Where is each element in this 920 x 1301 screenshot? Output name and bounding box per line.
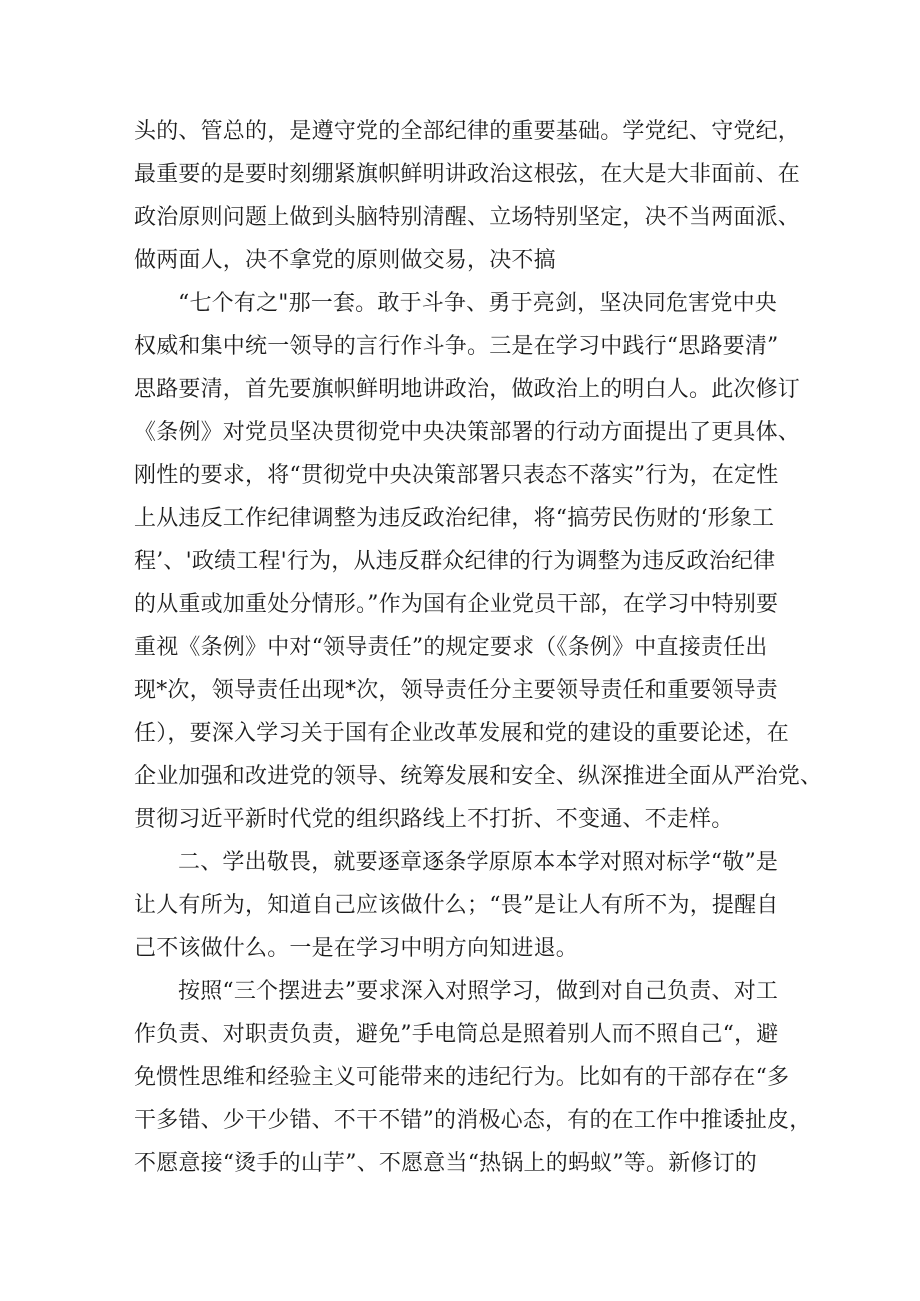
text-line-25: 不愿意接“烫手的山芋”、不愿意当“热锅上的蚂蚁”等。新修订的 [134, 1151, 757, 1176]
text-line-16: 企业加强和改进党的领导、统筹发展和安全、纵深推进全面从严治党、 [134, 764, 823, 789]
text-line-10: 上从违反工作纪律调整为违反政治纪律，将“搞劳民伤财的‘形象工 [134, 506, 775, 531]
text-line-21: 按照“三个摆进去”要求深入对照学习，做到对自己负责、对工 [178, 979, 779, 1004]
text-line-3: 政治原则问题上做到头脑特别清醒、立场特别坚定，决不当两面派、 [134, 205, 801, 230]
text-line-13: 重视《条例》中对“领导责任”的规定要求（《条例》中直接责任出 [134, 635, 768, 660]
text-line-6: 权威和集中统一领导的言行作斗争。三是在学习中践行“思路要清” [134, 334, 779, 359]
text-line-19: 让人有所为，知道自己应该做什么；“畏”是让人有所不为，提醒自 [134, 893, 779, 918]
text-line-2: 最重要的是要时刻绷紧旗帜鲜明讲政治这根弦，在大是大非面前、在 [134, 162, 801, 187]
text-line-14: 现*次，领导责任出现*次，领导责任分主要领导责任和重要领导责 [134, 678, 779, 703]
text-line-8: 《条例》对党员坚决贯彻党中央决策部署的行动方面提出了更具体、 [134, 420, 801, 445]
text-line-11: 程’、'政绩工程'行为，从违反群众纪律的行为调整为违反政治纪律 [134, 549, 776, 574]
text-line-5: “七个有之"那一套。敢于斗争、勇于亮剑，坚决同危害党中央 [178, 291, 777, 316]
text-line-24: 干多错、少干少错、不干不错”的消极心态，有的在工作中推诿扯皮， [134, 1108, 812, 1133]
text-line-18: 二、学出敬畏，就要逐章逐条学原原本本学对照对标学“敬”是 [178, 850, 779, 875]
text-line-1: 头的、管总的，是遵守党的全部纪律的重要基础。学党纪、守党纪， [134, 119, 801, 144]
text-line-12: 的从重或加重处分情形。”作为国有企业党员干部，在学习中特别要 [134, 592, 779, 617]
text-line-23: 免惯性思维和经验主义可能带来的违纪行为。比如有的干部存在“多 [134, 1065, 790, 1090]
text-line-9: 刚性的要求，将“贯彻党中央决策部署只表态不落实”行为，在定性 [134, 463, 779, 488]
text-line-15: 任），要深入学习关于国有企业改革发展和党的建设的重要论述，在 [134, 721, 790, 746]
text-line-22: 作负责、对职责负责，避免”手电筒总是照着别人而不照自己“，避 [134, 1022, 779, 1047]
text-line-17: 贯彻习近平新时代党的组织路线上不打折、不变通、不走样。 [134, 807, 734, 832]
text-line-20: 己不该做什么。一是在学习中明方向知进退。 [134, 936, 579, 961]
text-line-4: 做两面人，决不拿党的原则做交易，决不搞 [134, 248, 556, 273]
text-line-7: 思路要清，首先要旗帜鲜明地讲政治，做政治上的明白人。此次修订 [134, 377, 801, 402]
